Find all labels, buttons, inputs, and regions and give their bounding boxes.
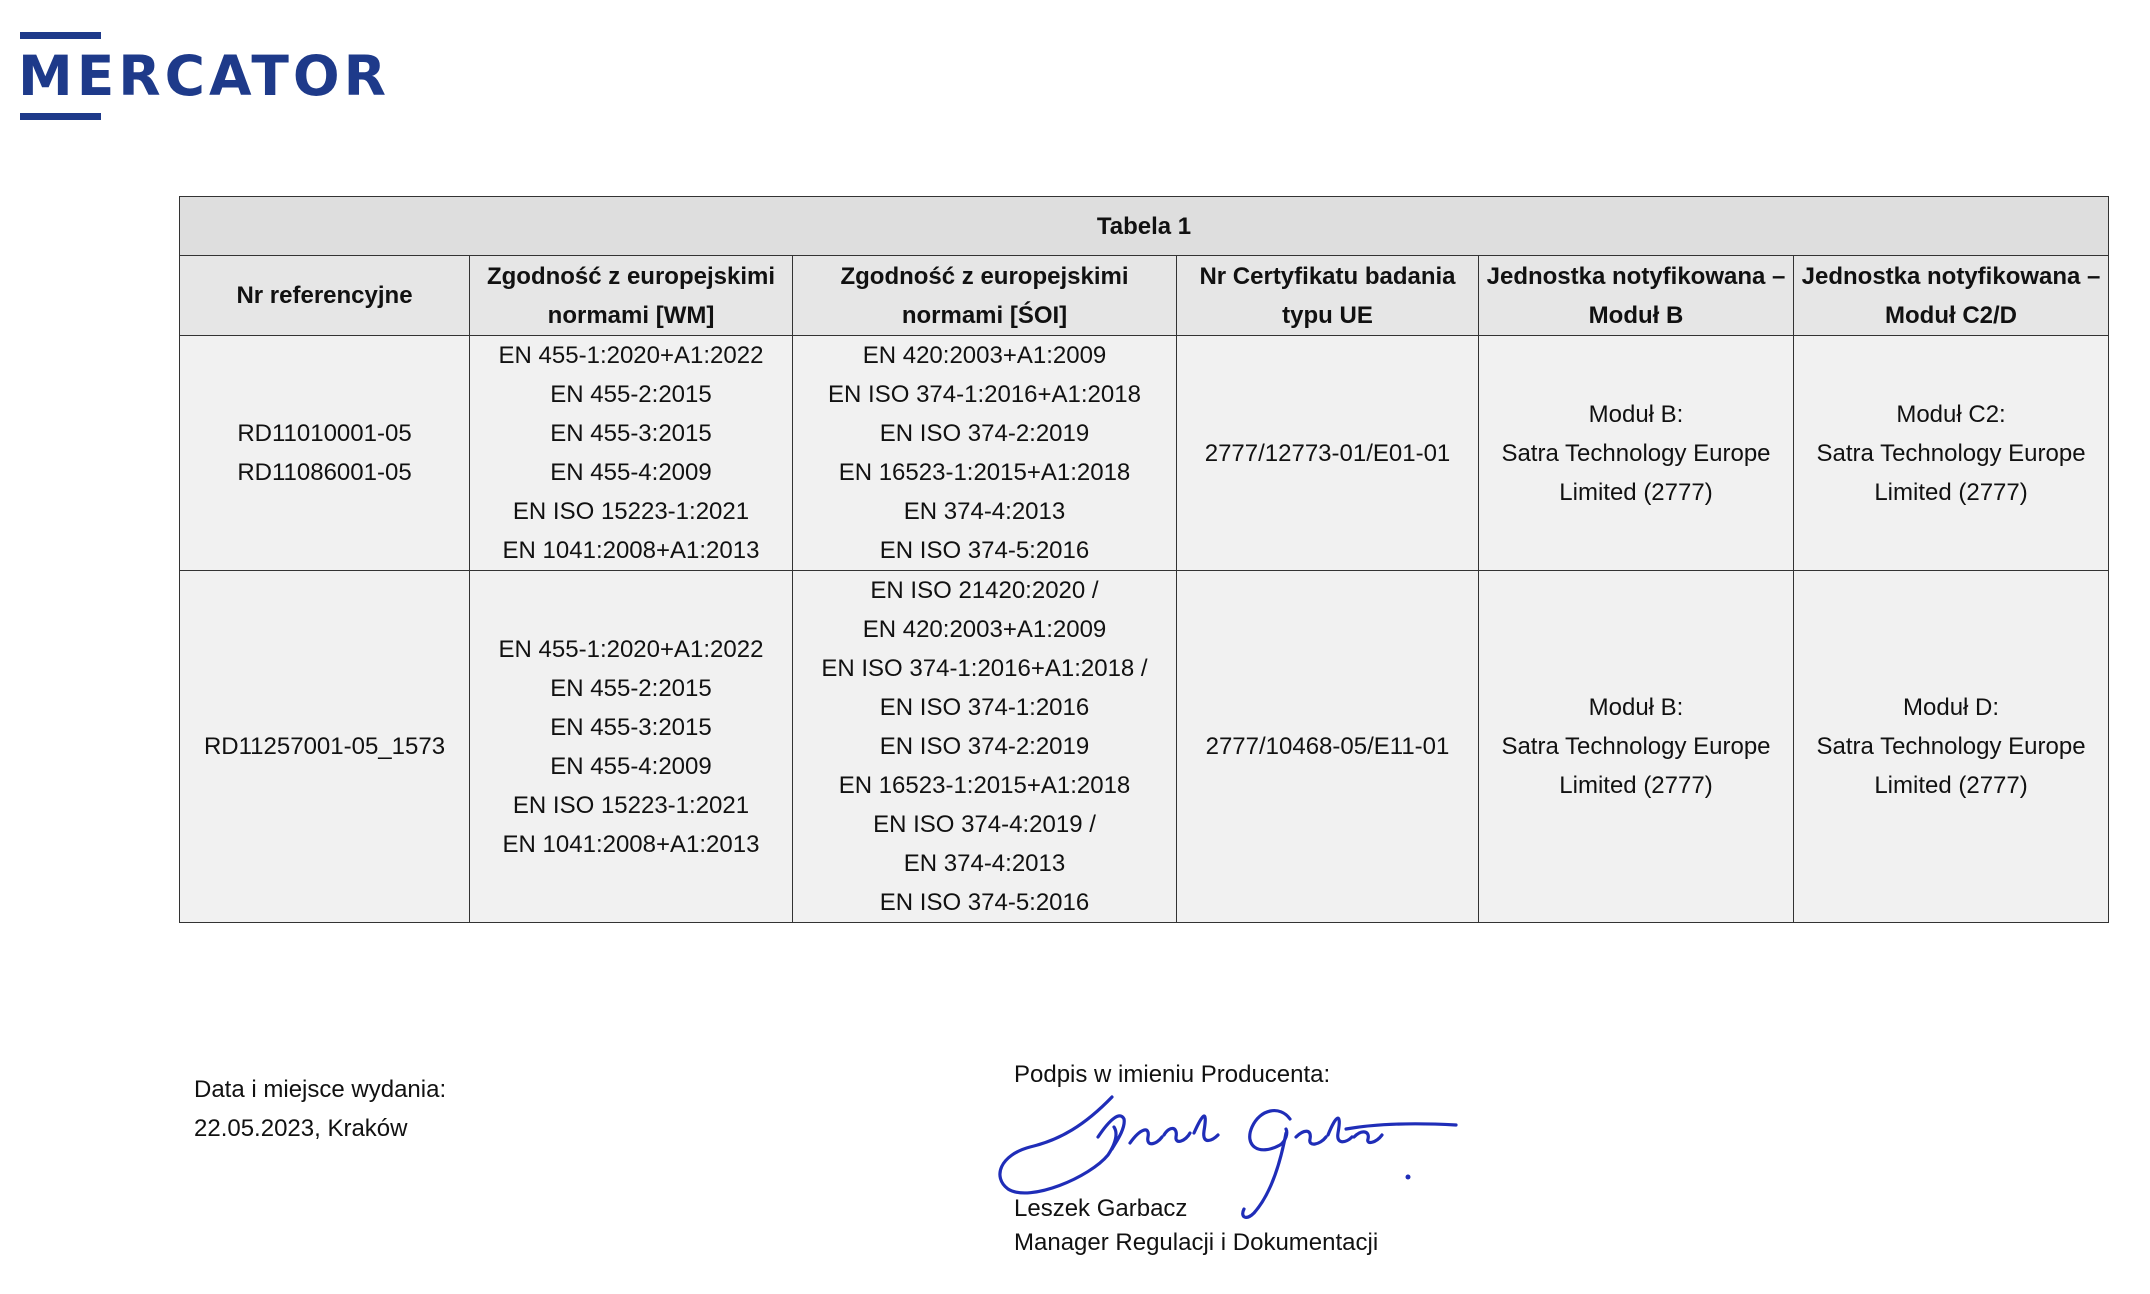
soi-cell [793,571,1177,923]
soi-norm: EN ISO 374-1:2016+A1:2018 / [821,655,1148,682]
module-cd-cell [1794,571,2109,923]
wm-cell [470,571,793,923]
logo-bar-bottom [20,113,101,120]
wm-norm: EN 455-2:2015 [550,381,712,408]
wm-norm: EN 455-3:2015 [550,420,712,447]
soi-norm: EN 420:2003+A1:2009 [862,616,1107,643]
soi-norm: EN ISO 374-4:2019 / [873,811,1096,838]
table-title: Tabela 1 [180,197,2109,256]
module-b-cell [1479,336,1794,571]
soi-norm: EN ISO 374-5:2016 [879,889,1090,916]
ref-number: RD11010001-05 [237,420,412,447]
logo-text: MERCATOR [18,44,390,108]
module-b-line: Moduł B: [1588,400,1684,428]
ref-cell [180,336,470,571]
wm-norm: EN 455-2:2015 [550,674,712,702]
header-wm: Zgodność z europejskimi normami [WM] [470,256,793,336]
wm-cell [470,336,793,571]
soi-norm: EN ISO 374-5:2016 [879,537,1090,564]
soi-norm: EN ISO 374-2:2019 [879,733,1090,760]
wm-norm: EN 455-3:2015 [550,713,712,741]
wm-norm: EN 455-1:2020+A1:2022 [498,635,764,663]
module-cd-cell [1794,336,2109,571]
wm-norm: EN 1041:2008+A1:2013 [502,830,760,858]
issue-date-place: 22.05.2023, Kraków [194,1115,408,1142]
module-cd-line: Limited (2777) [1874,772,2028,799]
wm-norm: EN 455-1:2020+A1:2022 [498,342,764,369]
soi-norm: EN ISO 374-1:2016+A1:2018 [828,381,1141,408]
soi-norm: EN ISO 21420:2020 / [870,577,1099,604]
module-cd-line: Limited (2777) [1874,478,2028,506]
soi-norm: EN 374-4:2013 [903,850,1066,877]
wm-norm: EN 1041:2008+A1:2013 [502,537,760,564]
module-cd-line: Satra Technology Europe [1816,733,2086,760]
signer-name: Leszek Garbacz [1014,1195,1188,1222]
wm-norm: EN 455-4:2009 [550,459,712,486]
module-b-line: Satra Technology Europe [1501,733,1771,760]
table-row [180,336,2109,571]
module-cd-line: Moduł C2: [1896,400,2006,428]
cert-number: 2777/10468-05/E11-01 [1177,571,1479,923]
ref-number: RD11086001-05 [237,459,412,486]
logo-bar-top [20,32,101,39]
signer-role: Manager Regulacji i Dokumentacji [1014,1229,1379,1256]
module-b-line: Moduł B: [1588,694,1684,721]
header-cert: Nr Certyfikatu badania typu UE [1177,256,1479,336]
signature-dot [1406,1175,1411,1180]
soi-norm: EN 16523-1:2015+A1:2018 [838,459,1131,486]
module-b-line: Limited (2777) [1559,478,1713,506]
wm-norm: EN ISO 15223-1:2021 [512,498,750,525]
wm-norm: EN 455-4:2009 [550,752,712,780]
module-b-cell [1479,571,1794,923]
soi-norm: EN 374-4:2013 [903,498,1066,525]
module-b-line: Satra Technology Europe [1501,439,1771,467]
wm-norm: EN ISO 15223-1:2021 [512,791,750,819]
soi-norm: EN ISO 374-1:2016 [879,694,1090,721]
header-module-b: Jednostka notyfikowana – Moduł B [1479,256,1794,336]
soi-norm: EN 420:2003+A1:2009 [862,342,1107,369]
module-cd-line: Satra Technology Europe [1816,439,2086,467]
cert-number: 2777/12773-01/E01-01 [1177,336,1479,571]
soi-norm: EN 16523-1:2015+A1:2018 [838,772,1131,799]
module-b-line: Limited (2777) [1559,772,1713,799]
header-module-cd: Jednostka notyfikowana – Moduł C2/D [1794,256,2109,336]
header-soi: Zgodność z europejskimi normami [ŚOI] [793,256,1177,336]
table-row [180,571,2109,923]
module-cd-line: Moduł D: [1903,694,2000,721]
ref-number: RD11257001-05_1573 [203,733,446,760]
signer-block [1014,1192,1378,1260]
mercator-logo [18,32,390,120]
header-ref: Nr referencyjne [180,256,470,336]
ref-cell [180,571,470,923]
issue-label: Data i miejsce wydania: [194,1076,447,1103]
certification-table [179,196,2109,923]
signature-label: Podpis w imieniu Producenta: [1014,1061,1331,1088]
issue-block [194,1070,446,1148]
soi-cell [793,336,1177,571]
soi-norm: EN ISO 374-2:2019 [879,420,1090,447]
